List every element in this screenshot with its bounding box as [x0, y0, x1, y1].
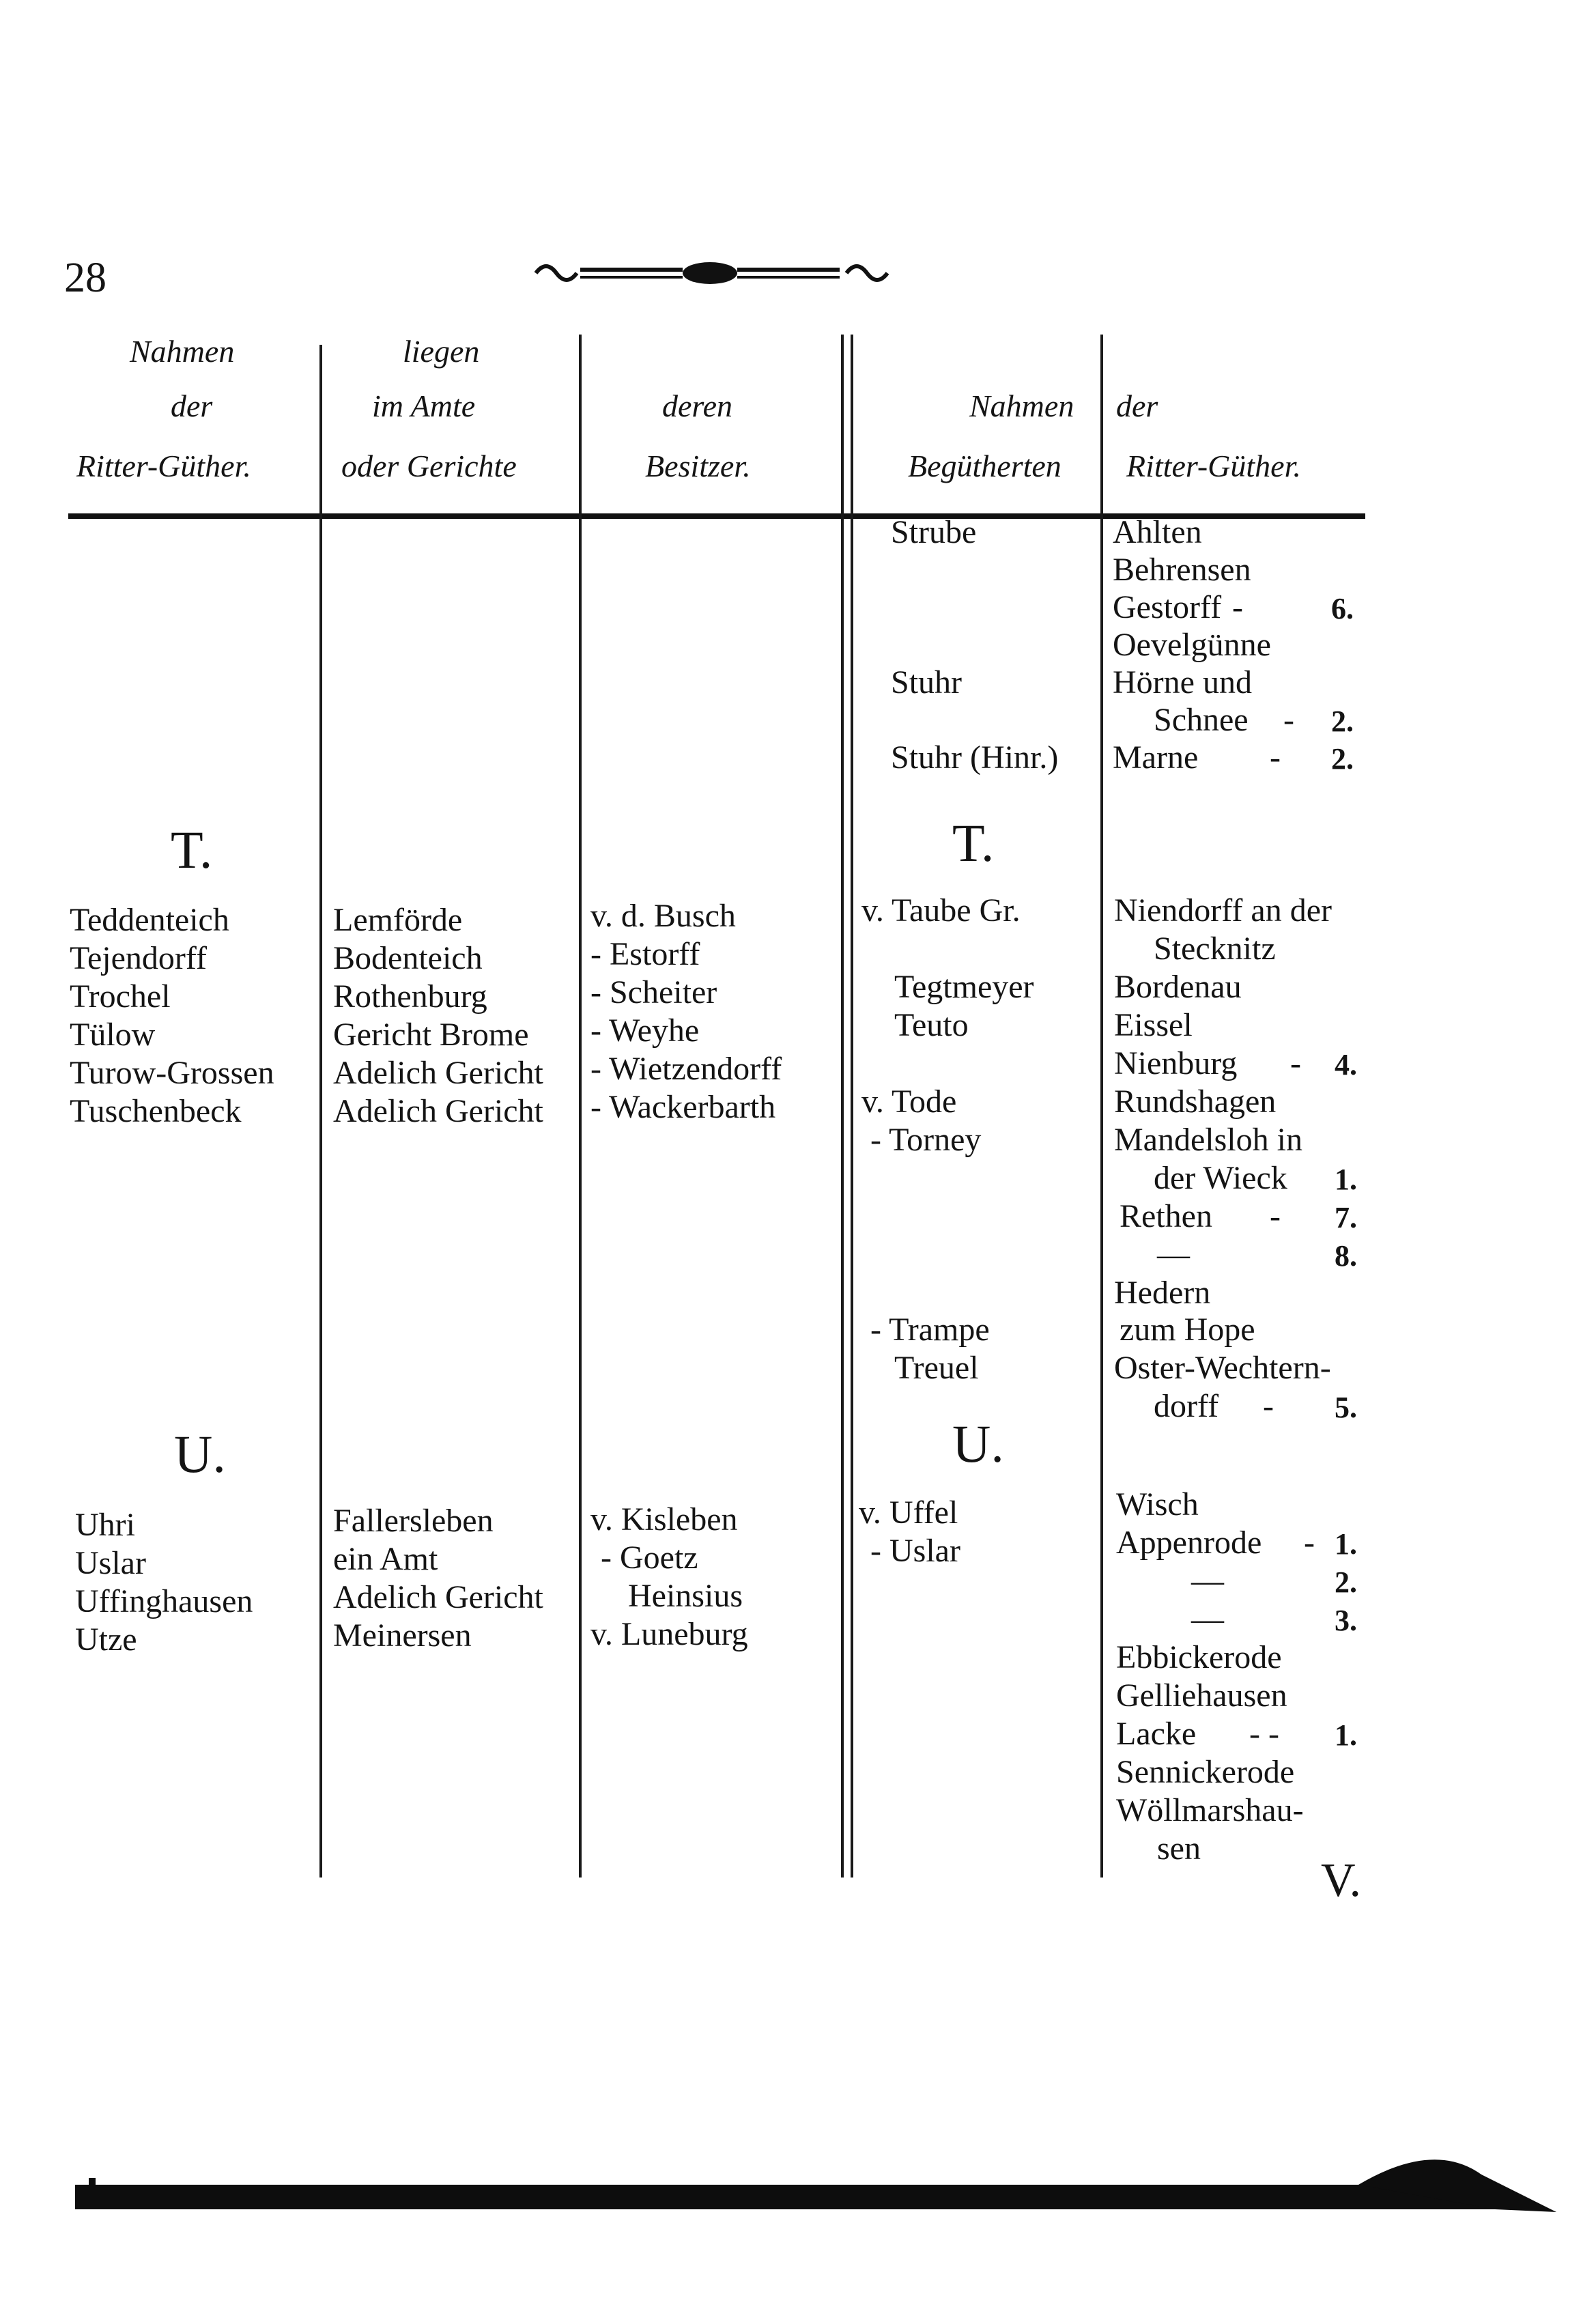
header-col2-line1: liegen [403, 334, 480, 369]
estate-dash: — [1191, 1563, 1224, 1599]
estate-name: Eissel [1114, 1007, 1193, 1043]
amt-name: Rothenburg [333, 978, 487, 1015]
header-col1-line3: Ritter-Güther. [76, 449, 251, 483]
estate-name: dorff [1154, 1388, 1219, 1424]
estate-name: Wisch [1116, 1486, 1199, 1522]
owner-stuhr-hinr: Stuhr (Hinr.) [891, 739, 1059, 776]
owner-name: v. Luneburg [590, 1616, 748, 1652]
section-letter-u-right: U. [952, 1414, 1004, 1473]
header-col1-line1: Nahmen [130, 334, 235, 369]
amt-name: Meinersen [333, 1617, 472, 1654]
amt-name: Lemförde [333, 902, 463, 938]
header-col3-line2: Besitzer. [645, 449, 751, 483]
estate-name: Gelliehausen [1116, 1677, 1287, 1714]
estate-name: zum Hope [1120, 1312, 1255, 1348]
estate-name: Uhri [75, 1507, 135, 1543]
ref-number: 7. [1335, 1201, 1357, 1234]
estate-name: Sennickerode [1116, 1754, 1295, 1790]
amt-name: Adelich Gericht [333, 1579, 543, 1615]
page-number: 28 [64, 255, 106, 301]
estate-name: der Wieck [1154, 1160, 1287, 1196]
owner-name: - Scheiter [590, 974, 717, 1010]
column-divider-4 [1100, 335, 1103, 1877]
header-col5-line1: der [1116, 388, 1158, 423]
header-col3-line1: deren [662, 388, 733, 423]
owner-name: v. Uffel [859, 1494, 958, 1531]
estate-oevelguenne: Oevelgünne [1113, 627, 1271, 663]
estate-name: Tuschenbeck [70, 1093, 242, 1129]
dash: - [1283, 702, 1294, 738]
section-letter-t-left: T. [171, 820, 213, 879]
ref-number: 1. [1335, 1718, 1357, 1752]
catchword-v: V. [1321, 1854, 1362, 1907]
estate-name: Oster-Wechtern- [1114, 1350, 1331, 1386]
page-edge-shadow [61, 2144, 1563, 2219]
amt-name: Fallersleben [333, 1503, 494, 1539]
header-col5-line2: Ritter-Güther. [1126, 449, 1301, 483]
estate-dash: — [1157, 1236, 1190, 1273]
estate-marne: Marne [1113, 739, 1199, 776]
amt-name: Bodenteich [333, 940, 483, 976]
estate-name: Rethen [1120, 1198, 1212, 1234]
estate-name: Stecknitz [1154, 931, 1276, 967]
estate-hoerne: Hörne und [1113, 664, 1252, 700]
estate-name: Teddenteich [70, 902, 229, 938]
header-col2-line3: oder Gerichte [341, 449, 517, 483]
dash: - [1270, 1198, 1281, 1234]
owner-name: - Estorff [590, 936, 700, 972]
owner-name: v. Kisleben [590, 1501, 738, 1537]
owner-strube: Strube [891, 514, 977, 550]
owner-name: - Wietzendorff [590, 1051, 782, 1087]
column-divider-3a [841, 335, 844, 1877]
owner-stuhr: Stuhr [891, 664, 963, 700]
estate-dash: — [1191, 1601, 1224, 1637]
header-col1-line2: der [171, 388, 213, 423]
dash: - [1304, 1525, 1315, 1561]
ref-number: 5. [1335, 1391, 1357, 1424]
estate-gestorff: Gestorff [1113, 589, 1222, 625]
estate-name: Appenrode [1116, 1525, 1262, 1561]
amt-name: Adelich Gericht [333, 1093, 543, 1129]
estate-name: Utze [75, 1621, 137, 1658]
estate-ahlten: Ahlten [1113, 514, 1202, 550]
estate-name: Trochel [70, 978, 171, 1015]
column-divider-2 [579, 335, 582, 1877]
estate-name: Rundshagen [1114, 1083, 1277, 1120]
estate-schnee: Schnee [1154, 702, 1249, 738]
owner-name: Treuel [894, 1350, 979, 1386]
ref-number: 4. [1335, 1048, 1357, 1081]
estate-name: Bordenau [1114, 969, 1242, 1005]
ref-number: 2. [1335, 1565, 1357, 1599]
column-divider-1 [319, 345, 322, 1877]
section-letter-t-right: T. [952, 813, 995, 873]
estate-behrensen: Behrensen [1113, 552, 1251, 588]
dash: - [1290, 1045, 1301, 1081]
ref-number: 3. [1335, 1604, 1357, 1637]
ref-number: 2. [1331, 742, 1354, 776]
amt-name: ein Amt [333, 1541, 438, 1577]
owner-name: - Goetz [601, 1540, 698, 1576]
dash: - [1232, 589, 1243, 625]
owner-name: - Trampe [870, 1312, 990, 1348]
ref-number: 8. [1335, 1239, 1357, 1273]
dash: - [1270, 739, 1281, 776]
header-col4-line2: Begütherten [908, 449, 1061, 483]
owner-name: - Weyhe [590, 1012, 700, 1049]
owner-name: v. d. Busch [590, 898, 736, 934]
dash: - [1263, 1388, 1274, 1424]
header-col4-line1: Nahmen [969, 388, 1074, 423]
owner-name: Tegtmeyer [894, 969, 1034, 1005]
owner-name: v. Taube Gr. [861, 892, 1021, 929]
dash: - - [1249, 1716, 1279, 1752]
ref-number: 2. [1331, 705, 1354, 738]
amt-name: Adelich Gericht [333, 1055, 543, 1091]
estate-name: Tülow [70, 1017, 156, 1053]
owner-name: Teuto [894, 1007, 969, 1043]
section-letter-u-left: U. [174, 1424, 226, 1484]
estate-name: Mandelsloh in [1114, 1122, 1302, 1158]
estate-name: Wöllmarshau- [1116, 1792, 1304, 1828]
estate-name: Hedern [1114, 1275, 1211, 1311]
estate-name: Niendorff an der [1114, 892, 1332, 929]
ref-number: 6. [1331, 592, 1354, 625]
estate-name: Turow-Grossen [70, 1055, 274, 1091]
owner-name: v. Tode [861, 1083, 957, 1120]
owner-name: - Wackerbarth [590, 1089, 776, 1125]
estate-name: Ebbickerode [1116, 1639, 1282, 1675]
header-col2-line2: im Amte [372, 388, 476, 423]
owner-name: - Torney [870, 1122, 982, 1158]
estate-name: Uslar [75, 1545, 146, 1581]
owner-name: - Uslar [870, 1533, 960, 1569]
ornament-icon [529, 253, 898, 294]
amt-name: Gericht Brome [333, 1017, 529, 1053]
estate-name: Uffinghausen [75, 1583, 253, 1619]
estate-name: Tejendorff [70, 940, 207, 976]
estate-name: Lacke [1116, 1716, 1197, 1752]
ref-number: 1. [1335, 1163, 1357, 1196]
estate-name: Nienburg [1114, 1045, 1238, 1081]
column-divider-3b [851, 335, 853, 1877]
ref-number: 1. [1335, 1527, 1357, 1561]
owner-name: Heinsius [628, 1578, 743, 1614]
estate-name: sen [1157, 1830, 1201, 1867]
